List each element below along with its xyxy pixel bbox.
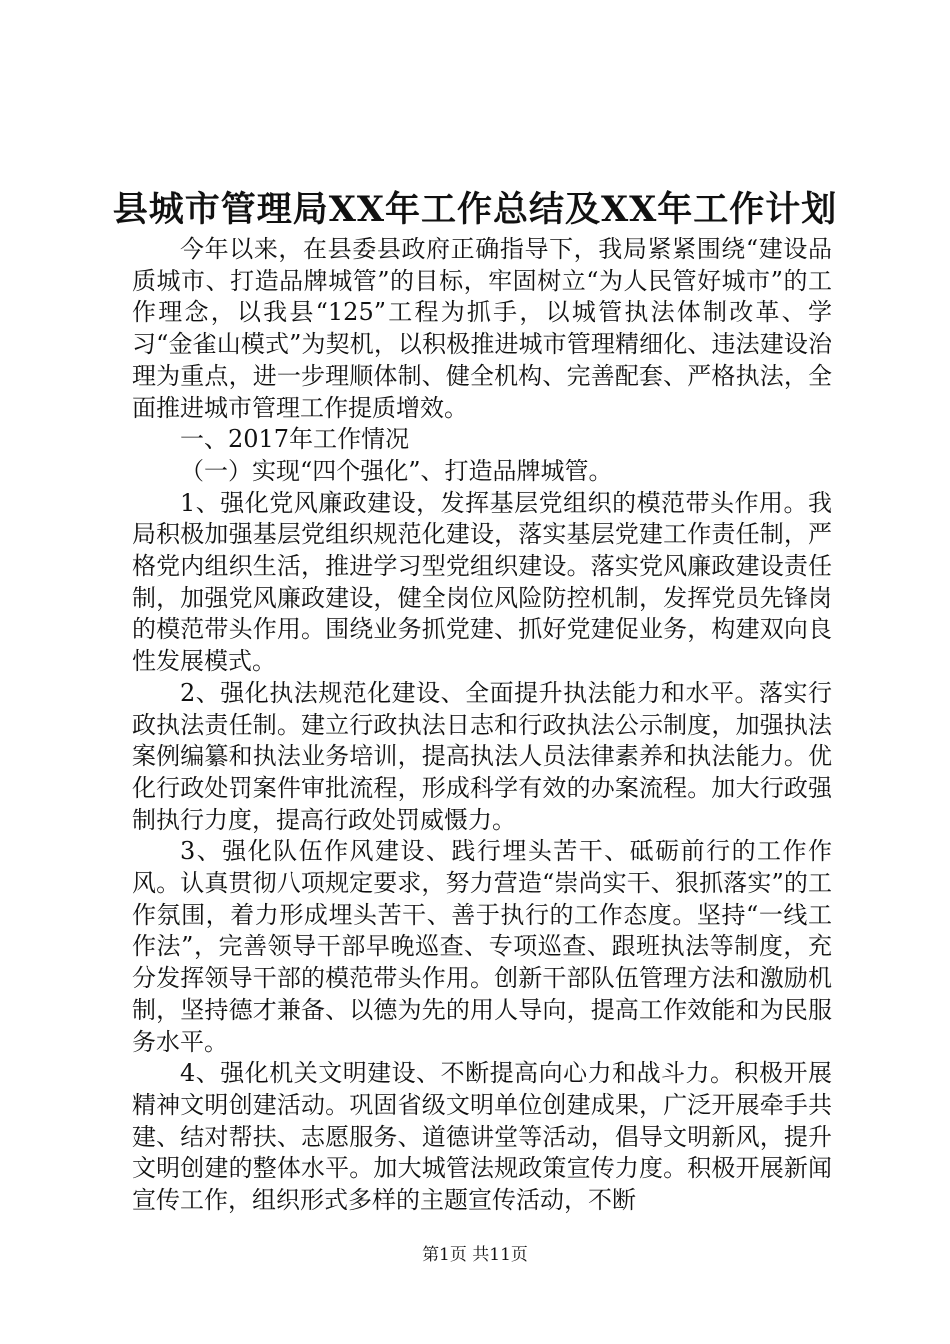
subsection-heading: （一）实现“四个强化”、打造品牌城管。	[180, 456, 613, 485]
intro-paragraph: 今年以来，在县委县政府正确指导下，我局紧紧围绕“建设品质城市、打造品牌城管”的目标，牢固树立“为人民管好城市”的工作理念，以我县“125”工程为抓手，以城管执法体制改革、学习“金雀山模式”为契机，以积极推进城市管理精细化、违法建设治理为重点，进一步理顺体制、健全机构、完善配套、严格执法，全面推进城市管理工作提质增效。	[132, 235, 832, 422]
body-paragraph: 3、强化队伍作风建设、践行埋头苦干、砥砺前行的工作作风。认真贯彻八项规定要求，努力营造“崇尚实干、狠抓落实”的工作氛围，着力形成埋头苦干、善于执行的工作态度。坚持“一线工作法”，完善领导干部早晚巡查、专项巡查、跟班执法等制度，充分发挥领导干部的模范带头作用。创新干部队伍管理方法和激励机制，坚持德才兼备、以德为先的用人导向，提高工作效能和为民服务水平。	[132, 837, 832, 1056]
page-footer: 第1页 共11页	[422, 1245, 528, 1265]
section-heading: 一、2017年工作情况	[180, 425, 410, 454]
body-paragraph: 2、强化执法规范化建设、全面提升执法能力和水平。落实行政执法责任制。建立行政执法日志和行政执法公示制度，加强执法案例编纂和执法业务培训，提高执法人员法律素养和执法能力。优化行政处罚案件审批流程，形成科学有效的办案流程。加大行政强制执行力度，提高行政处罚威慑力。	[132, 678, 832, 834]
body-paragraph: 4、强化机关文明建设、不断提高向心力和战斗力。积极开展精神文明创建活动。巩固省级文明单位创建成果，广泛开展牵手共建、结对帮扶、志愿服务、道德讲堂等活动，倡导文明新风，提升文明创建的整体水平。加大城管法规政策宣传力度。积极开展新闻宣传工作，组织形式多样的主题宣传活动，不断	[132, 1059, 832, 1215]
document-body	[132, 234, 832, 1217]
body-paragraph: 1、强化党风廉政建设，发挥基层党组织的模范带头作用。我局积极加强基层党组织规范化建设，落实基层党建工作责任制，严格党内组织生活，推进学习型党组织建设。落实党风廉政建设责任制，加强党风廉政建设，健全岗位风险防控机制，发挥党员先锋岗的模范带头作用。围绕业务抓党建、抓好党建促业务，构建双向良性发展模式。	[132, 488, 832, 676]
document-title: 县城市管理局XX年工作总结及XX年工作计划	[112, 189, 838, 230]
